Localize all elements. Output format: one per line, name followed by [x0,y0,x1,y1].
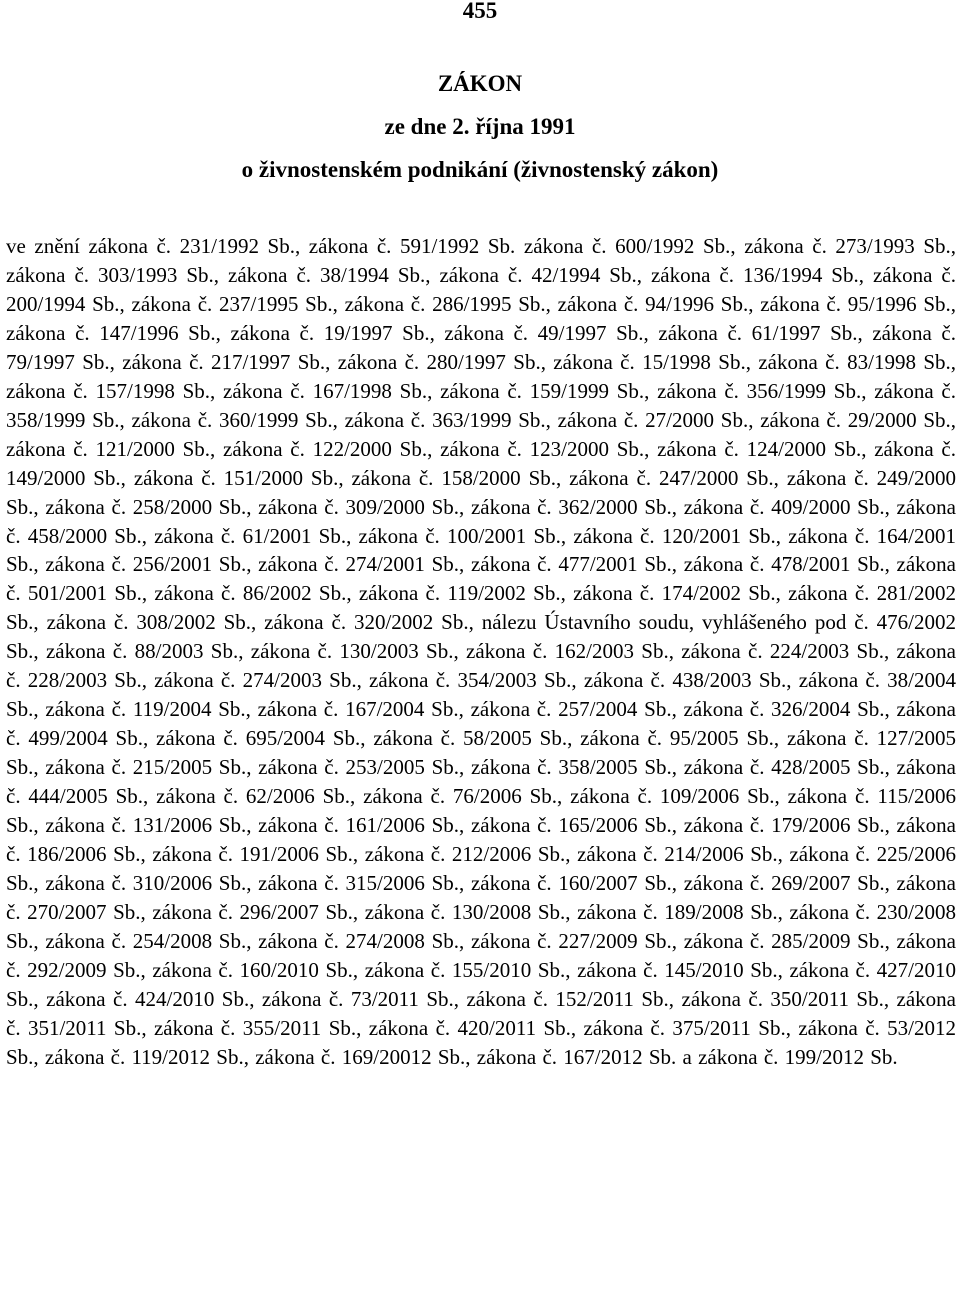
amendments-paragraph: ve znění zákona č. 231/1992 Sb., zákona č. 591/1992 Sb. zákona č. 600/1992 Sb., zákona č. 273/1993 Sb., zákona č. 303/1993 Sb., zákona č. 38/1994 Sb., zákona č. 42/1994 Sb., zákona č. 136/1994 Sb., zákona č. 200/1994 Sb., zákona č. 237/1995 Sb., zákona č. 286/1995 Sb., zákona č. 94/1996 Sb., zákona č. 95/1996 Sb., zákona č. 147/1996 Sb., zákona č. 19/1997 Sb., zákona č. 49/1997 Sb., zákona č. 61/1997 Sb., zákona č. 79/1997 Sb., zákona č. 217/1997 Sb., zákona č. 280/1997 Sb., zákona č. 15/1998 Sb., zákona č. 83/1998 Sb., zákona č. 157/1998 Sb., zákona č. 167/1998 Sb., zákona č. 159/1999 Sb., zákona č. 356/1999 Sb., zákona č. 358/1999 Sb., zákona č. 360/1999 Sb., zákona č. 363/1999 Sb., zákona č. 27/2000 Sb., zákona č. 29/2000 Sb., zákona č. 121/2000 Sb., zákona č. 122/2000 Sb., zákona č. 123/2000 Sb., zákona č. 124/2000 Sb., zákona č. 149/2000 Sb., zákona č. 151/2000 Sb., zákona č. 158/2000 Sb., zákona č. 247/2000 Sb., zákona č. 249/2000 Sb., zákona č. 258/2000 Sb., zákona č. 309/2000 Sb., zákona č. 362/2000 Sb., zákona č. 409/2000 Sb., zákona č. 458/2000 Sb., zákona č. 61/2001 Sb., zákona č. 100/2001 Sb., zákona č. 120/2001 Sb., zákona č. 164/2001 Sb., zákona č. 256/2001 Sb., zákona č. 274/2001 Sb., zákona č. 477/2001 Sb., zákona č. 478/2001 Sb., zákona č. 501/2001 Sb., zákona č. 86/2002 Sb., zákona č. 119/2002 Sb., zákona č. 174/2002 Sb., zákona č. 281/2002 Sb., zákona č. 308/2002 Sb., zákona č. 320/2002 Sb., nálezu Ústavního soudu, vyhlášeného pod č. 476/2002 Sb., zákona č. 88/2003 Sb., zákona č. 130/2003 Sb., zákona č. 162/2003 Sb., zákona č. 224/2003 Sb., zákona č. 228/2003 Sb., zákona č. 274/2003 Sb., zákona č. 354/2003 Sb., zákona č. 438/2003 Sb., zákona č. 38/2004 Sb., zákona č. 119/2004 Sb., zákona č. 167/2004 Sb., zákona č. 257/2004 Sb., zákona č. 326/2004 Sb., zákona č. 499/2004 Sb., zákona č. 695/2004 Sb., zákona č. 58/2005 Sb., zákona č. 95/2005 Sb., zákona č. 127/2005 Sb., zákona č. 215/2005 Sb., zákona č. 253/2005 Sb., zákona č. 358/2005 Sb., zákona č. 428/2005 Sb., zákona č. 444/2005 Sb., zákona č. 62/2006 Sb., zákona č. 76/2006 Sb., zákona č. 109/2006 Sb., zákona č. 115/2006 Sb., zákona č. 131/2006 Sb., zákona č. 161/2006 Sb., zákona č. 165/2006 Sb., zákona č. 179/2006 Sb., zákona č. 186/2006 Sb., zákona č. 191/2006 Sb., zákona č. 212/2006 Sb., zákona č. 214/2006 Sb., zákona č. 225/2006 Sb., zákona č. 310/2006 Sb., zákona č. 315/2006 Sb., zákona č. 160/2007 Sb., zákona č. 269/2007 Sb., zákona č. 270/2007 Sb., zákona č. 296/2007 Sb., zákona č. 130/2008 Sb., zákona č. 189/2008 Sb., zákona č. 230/2008 Sb., zákona č. 254/2008 Sb., zákona č. 274/2008 Sb., zákona č. 227/2009 Sb., zákona č. 285/2009 Sb., zákona č. 292/2009 Sb., zákona č. 160/2010 Sb., zákona č. 155/2010 Sb., zákona č. 145/2010 Sb., zákona č. 427/2010 Sb., zákona č. 424/2010 Sb., zákona č. 73/2011 Sb., zákona č. 152/2011 Sb., zákona č. 350/2011 Sb., zákona č. 351/2011 Sb., zákona č. 355/2011 Sb., zákona č. 420/2011 Sb., zákona č. 375/2011 Sb., zákona č. 53/2012 Sb., zákona č. 119/2012 Sb., zákona č. 169/20012 Sb., zákona č. 167/2012 Sb. a zákona č. 199/2012 Sb. [6,234,956,1069]
page-number: 455 [462,0,498,23]
law-subject-heading: o živnostenském podnikání (živnostenský zákon) [241,157,719,182]
law-date-heading: ze dne 2. října 1991 [384,114,576,139]
law-kind-heading: ZÁKON [437,71,523,96]
law-title-block [0,62,960,191]
